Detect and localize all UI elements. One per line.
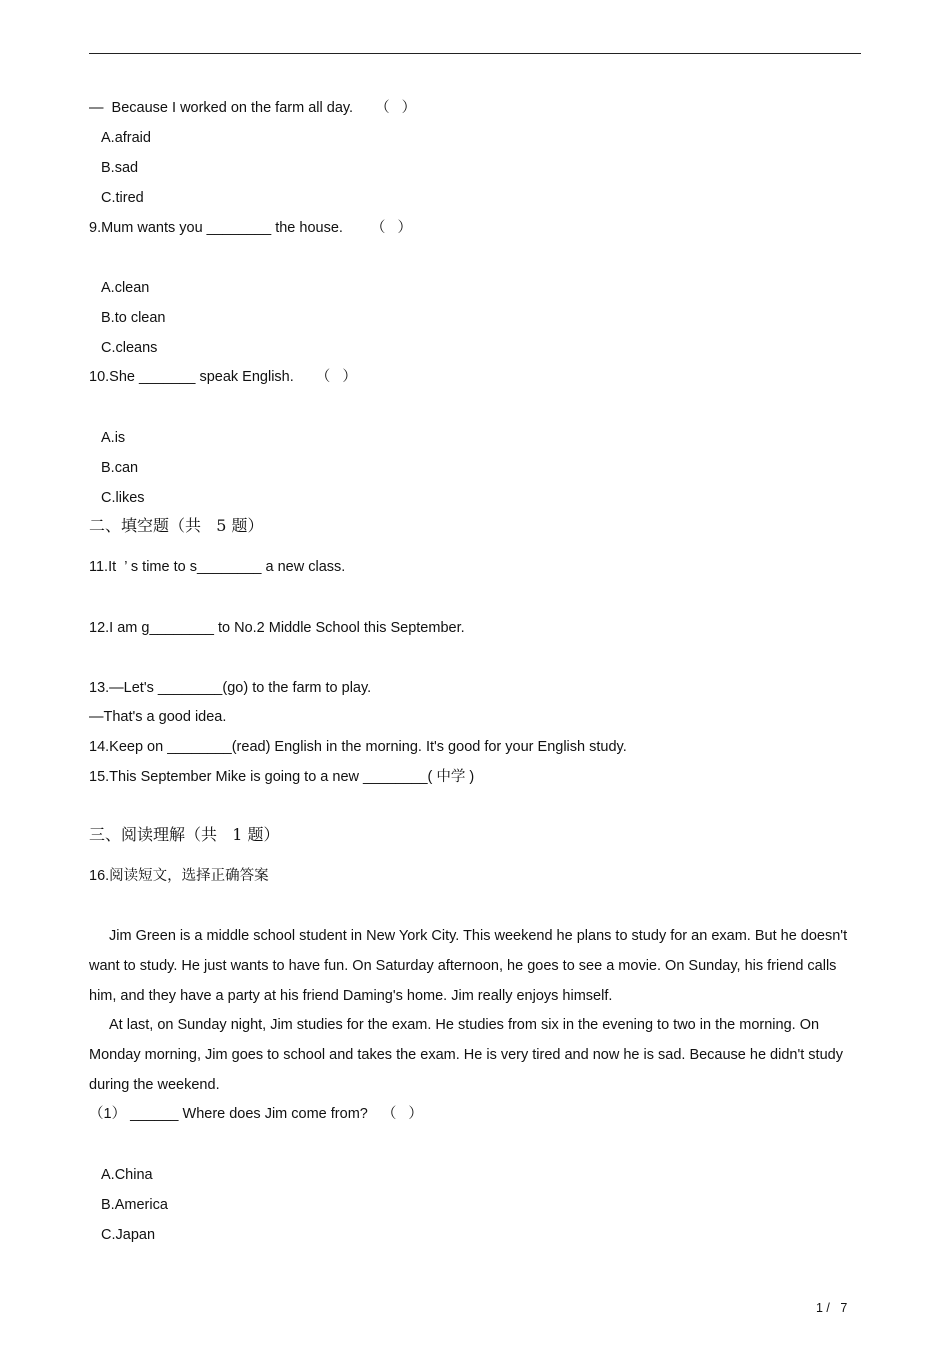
question-9: [89, 218, 412, 238]
question-13: 13.—Let's ________(go) to the farm to play.: [89, 680, 372, 696]
question-text: 9.Mum wants you ________ the house.: [89, 220, 343, 236]
reading-paragraph-1: Jim Green is a middle school student in New York City. This weekend he plans to study for an exam. But he doesn't want to study. He just wants to have fun. On Saturday afternoon, he goes to see a movie. On Sunday, his friend calls him, and they have a party at his friend Daming's home. Jim really enjoys himself.: [89, 928, 848, 1004]
question-text: （1） ______ Where does Jim come from?: [89, 1106, 368, 1122]
question-16-heading: 16.阅读短文，选择正确答案: [89, 868, 269, 884]
section-3-title: 三、阅读理解（共 1 题）: [89, 825, 280, 844]
reading-paragraph-2: At last, on Sunday night, Jim studies for the exam. He studies from six in the evening to two in the morning. On Monday morning, Jim goes to school and takes the exam. He is very tired and now he is sad. Because he didn't study during the weekend.: [89, 1017, 843, 1093]
option-a: A.afraid: [101, 130, 151, 146]
question-11: 11.It ’ s time to s________ a new class.: [89, 559, 346, 575]
option-c: C.likes: [101, 490, 145, 506]
answer-bracket: （ ）: [370, 220, 413, 236]
option-b: B.America: [101, 1197, 168, 1213]
question-10: [89, 367, 357, 387]
question-14: 14.Keep on ________(read) English in the morning. It's good for your English study.: [89, 739, 627, 755]
option-a: A.clean: [101, 280, 150, 296]
question-15: 15.This September Mike is going to a new ________( 中学 ): [89, 769, 475, 785]
question-text: — Because I worked on the farm all day.: [89, 100, 354, 116]
q8-answer-line: [89, 98, 416, 118]
sub-question-1: [89, 1104, 423, 1124]
header-rule: [89, 53, 861, 54]
answer-bracket: （ ）: [375, 100, 417, 116]
option-b: B.can: [101, 460, 139, 476]
option-b: B.to clean: [101, 310, 166, 326]
option-c: C.Japan: [101, 1227, 156, 1243]
option-a: A.China: [101, 1167, 153, 1183]
option-c: C.cleans: [101, 340, 158, 356]
question-13-reply: —That's a good idea.: [89, 709, 227, 725]
section-2-title: 二、填空题（共 5 题）: [89, 516, 264, 535]
option-b: B.sad: [101, 160, 139, 176]
answer-bracket: （ ）: [381, 1106, 423, 1122]
option-c: C.tired: [101, 190, 144, 206]
question-text: 10.She _______ speak English.: [89, 369, 294, 385]
option-a: A.is: [101, 430, 126, 446]
question-12: 12.I am g________ to No.2 Middle School this September.: [89, 620, 465, 636]
answer-bracket: （ ）: [315, 369, 357, 385]
page-number: 1 / 7: [816, 1301, 848, 1315]
